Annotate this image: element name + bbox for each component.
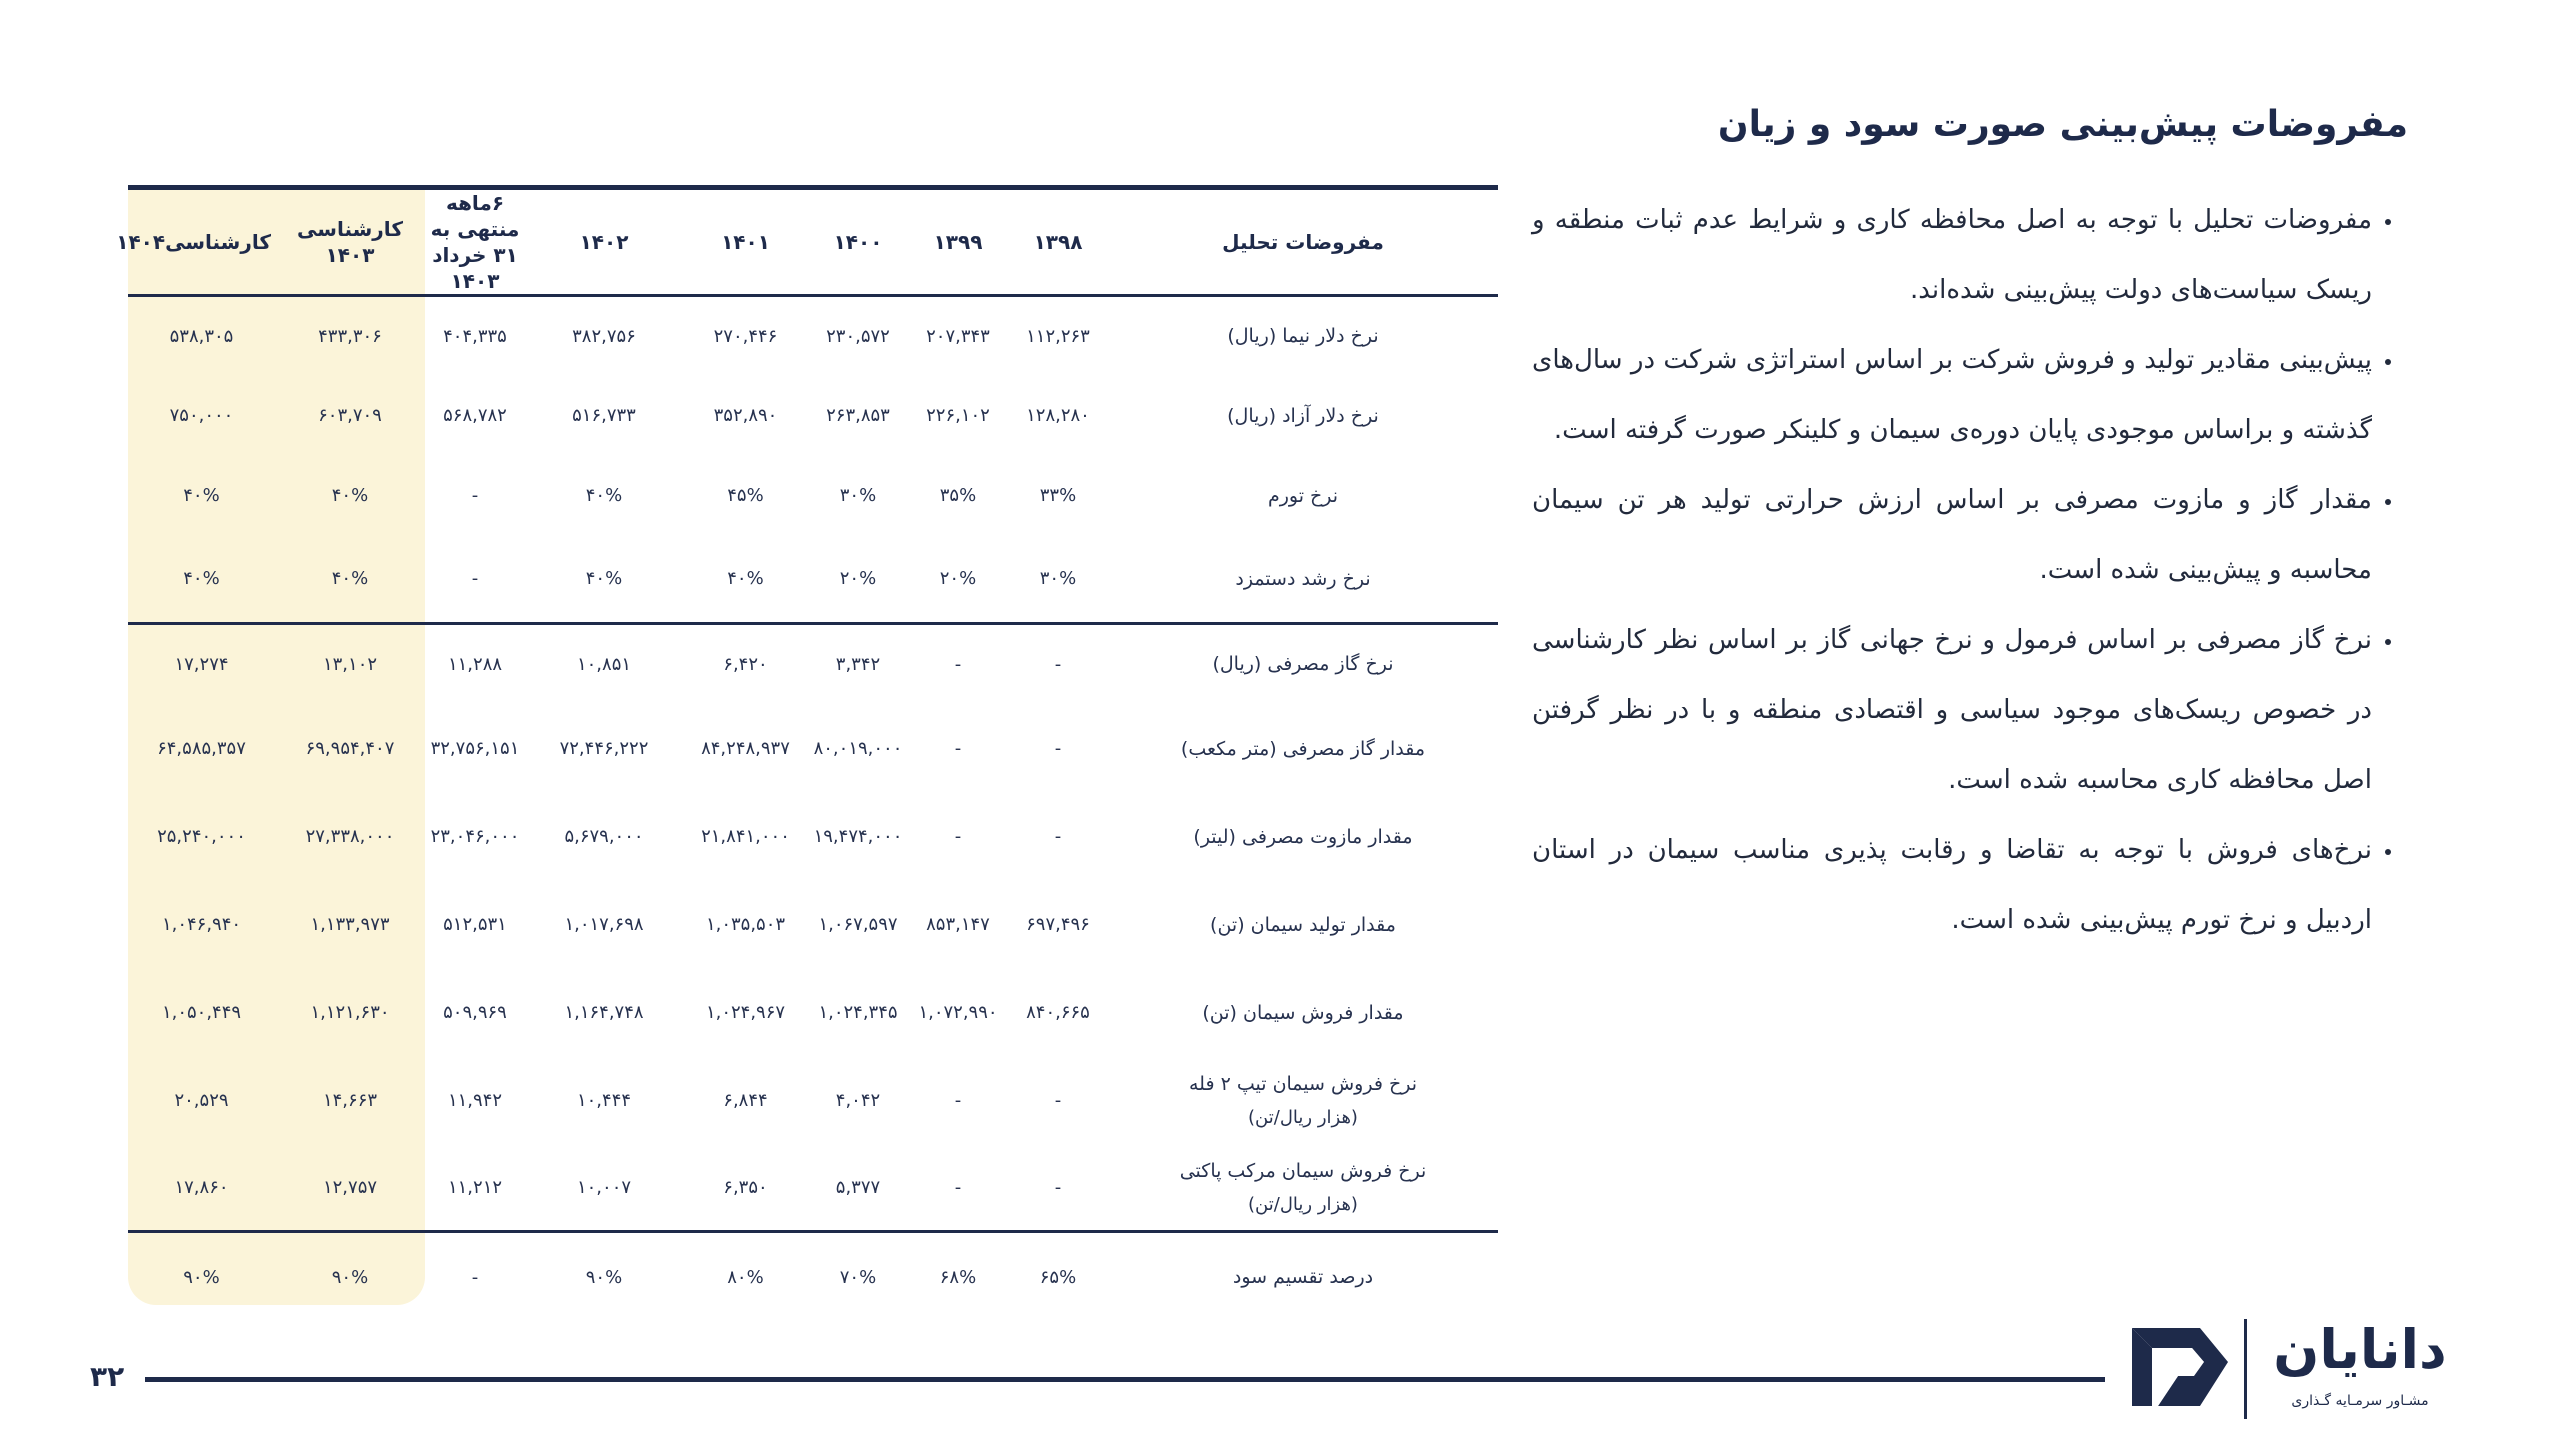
table-cell: ۱,۰۷۲,۹۹۰: [918, 1002, 998, 1023]
row-label-text: مقدار تولید سیمان (تن): [1210, 913, 1396, 936]
table-cell: -: [1054, 738, 1062, 759]
header-1399: ۱۳۹۹: [908, 188, 1008, 296]
table-cell: ۴۰%: [128, 536, 275, 624]
table-row: [128, 880, 1498, 970]
table-cell: -: [471, 1266, 479, 1288]
row-label: [1108, 1146, 1498, 1232]
table-cell: ۲۰%: [908, 536, 1008, 624]
table-cell: ۳,۳۴۲: [835, 653, 881, 675]
table-cell: ۱,۰۱۷,۶۹۸: [564, 914, 644, 935]
table-cell: ۴۰%: [275, 536, 425, 624]
logo-mark-icon: [2130, 1320, 2230, 1410]
row-label: [1108, 880, 1498, 970]
table-cell: ۹۰%: [585, 1266, 623, 1288]
table-cell: ۱۰,۴۴۴: [576, 1090, 632, 1111]
table-cell: ۲۵,۲۴۰,۰۰۰: [157, 826, 246, 847]
table-cell: ۱,۰۲۴,۳۴۵: [818, 1002, 898, 1023]
table-cell: -: [1008, 1146, 1108, 1232]
header-1398: ۱۳۹۸: [1008, 188, 1108, 296]
table-cell: ۱۹,۴۷۴,۰۰۰: [813, 826, 903, 847]
header-label: مفروضات تحلیل: [1108, 188, 1498, 296]
danayan-logo: [2130, 1315, 2450, 1425]
table-row: [128, 970, 1498, 1056]
footer-divider: [145, 1377, 2105, 1382]
row-label-text: نرخ گاز مصرفی (ریال): [1212, 653, 1394, 676]
row-label: [1108, 456, 1498, 536]
table-cell: ۵۶۸,۷۸۲: [443, 405, 507, 426]
table-cell: ۱۱۲,۲۶۳: [1026, 325, 1090, 347]
table-cell: ۶۹,۹۵۴,۴۰۷: [305, 738, 395, 759]
table-cell: ۲۰,۵۲۹: [174, 1090, 229, 1111]
table-cell: ۵,۶۷۹,۰۰۰: [564, 826, 644, 847]
table-cell: ۶,۴۲۰: [723, 653, 768, 675]
table-row: [128, 536, 1498, 624]
logo-separator: [2244, 1319, 2247, 1419]
header-1401: ۱۴۰۱: [683, 188, 808, 296]
row-label-text: نرخ دلار نیما (ریال): [1227, 325, 1379, 348]
table-row: [128, 1232, 1498, 1322]
table-cell: ۴۰%: [585, 485, 623, 506]
bullet-item: • مقدار گاز و مازوت مصرفی بر اساس ارزش حرارتی تولید هر تن سیمان محاسبه و پیش‌بینی شده است.: [1532, 465, 2372, 605]
bullet-item: • نرخ گاز مصرفی بر اساس فرمول و نرخ جهانی گاز بر اساس نظر کارشناسی در خصوص ریسک‌های موجود سیاسی و اقتصادی منطقه و با در نظر گرفتن اصل محافظه کاری محاسبه شده است.: [1532, 605, 2372, 815]
table-cell: -: [471, 485, 479, 506]
row-label-text: مقدار فروش سیمان (تن): [1202, 1001, 1404, 1024]
table-cell: ۲۰%: [808, 536, 908, 624]
assumption-bullets: [1532, 185, 2408, 955]
table-cell: ۸۴,۲۴۸,۹۳۷: [701, 738, 790, 759]
table-cell: ۵۰۹,۹۶۹: [443, 1002, 507, 1023]
table-cell: ۶,۸۴۴: [723, 1090, 768, 1111]
header-expert-1404: کارشناسی۱۴۰۴: [128, 188, 275, 296]
table-cell: ۴,۰۴۲: [835, 1090, 881, 1111]
table-header-row: [128, 188, 1498, 296]
table-cell: ۷۵۰,۰۰۰: [169, 405, 234, 426]
table-cell: -: [954, 1090, 962, 1111]
table-cell: ۷۲,۴۴۶,۲۲۲: [559, 738, 649, 759]
table-cell: ۱,۱۳۳,۹۷۳: [310, 914, 390, 935]
table-cell: ۶۵%: [1039, 1266, 1077, 1288]
row-label-unit: (هزار ریال/تن): [1248, 1193, 1358, 1215]
table-cell: ۲۳,۰۴۶,۰۰۰: [430, 826, 520, 847]
table-cell: ۳۳%: [1039, 485, 1077, 506]
table-cell: ۱۳,۱۰۲: [322, 653, 378, 675]
table-row: [128, 794, 1498, 880]
table-cell: ۲۱,۸۴۱,۰۰۰: [701, 826, 790, 847]
page-number: ۳۲: [90, 1360, 125, 1393]
table-cell: -: [1054, 1090, 1062, 1111]
table-cell: -: [1054, 653, 1062, 675]
logo-tagline: مشـاور سرمـایه گـذاری: [2291, 1393, 2429, 1409]
table-cell: ۱,۱۲۱,۶۳۰: [310, 1002, 390, 1023]
row-label-text: نرخ فروش سیمان تیپ ۲ فله: [1188, 1072, 1417, 1095]
table-cell: ۳۰%: [839, 485, 877, 506]
table-cell: ۶۸%: [939, 1266, 977, 1288]
table-cell: ۳۵%: [939, 485, 977, 506]
table-cell: ۳۵۲,۸۹۰: [713, 405, 778, 426]
table-cell: -: [425, 536, 525, 624]
page-title: مفروضات پیش‌بینی صورت سود و زیان: [1717, 104, 2408, 145]
table-cell: ۱۰,۰۰۷: [525, 1146, 683, 1232]
row-label: [1108, 970, 1498, 1056]
table-cell: ۲۶۳,۸۵۳: [826, 405, 890, 426]
bullet-item: • نرخ‌های فروش با توجه به تقاضا و رقابت پذیری مناسب سیمان در استان اردبیل و نرخ تورم پیش‌بینی شده است.: [1532, 815, 2372, 955]
table-cell: ۱,۰۲۴,۹۶۷: [705, 1002, 786, 1023]
table-cell: ۸۵۳,۱۴۷: [926, 914, 990, 935]
table-cell: ۱۰,۸۵۱: [576, 653, 632, 675]
table-row: [128, 376, 1498, 456]
table-cell: ۶۹۷,۴۹۶: [1026, 914, 1090, 935]
table-cell: ۱,۰۳۵,۵۰۳: [705, 914, 786, 935]
bullet-item: • پیش‌بینی مقادیر تولید و فروش شرکت بر اساس استراتژی شرکت در سال‌های گذشته و براساس موجودی پایان دوره‌ی سیمان و کلینکر صورت گرفته است.: [1532, 325, 2372, 465]
table-cell: ۱,۰۴۶,۹۴۰: [161, 914, 242, 935]
table-cell: ۱۷,۲۷۴: [174, 653, 229, 675]
table-row: [128, 704, 1498, 794]
table-cell: ۱۲۸,۲۸۰: [1026, 405, 1090, 426]
header-1400: ۱۴۰۰: [808, 188, 908, 296]
table-cell: ۳۰%: [1008, 536, 1108, 624]
table-cell: ۱۱,۲۱۲: [425, 1146, 525, 1232]
table-cell: ۳۸۲,۷۵۶: [572, 325, 636, 347]
row-label: [1108, 536, 1498, 624]
table-cell: ۶۴,۵۸۵,۳۵۷: [157, 738, 246, 759]
header-1402: ۱۴۰۲: [525, 188, 683, 296]
table-cell: ۵۳۸,۳۰۵: [169, 325, 234, 347]
table-cell: ۱۷,۸۶۰: [128, 1146, 275, 1232]
table-cell: -: [954, 653, 962, 675]
table-cell: -: [908, 1146, 1008, 1232]
table-cell: ۴۰%: [683, 536, 808, 624]
table-cell: ۱۱,۹۴۲: [447, 1090, 503, 1111]
table-cell: ۴۳۳,۳۰۶: [318, 325, 382, 347]
header-expert-1403: کارشناسی ۱۴۰۳: [275, 188, 425, 296]
row-label-text: نرخ دلار آزاد (ریال): [1227, 404, 1379, 427]
table-cell: -: [1054, 826, 1062, 847]
row-label-unit: (هزار ریال/تن): [1248, 1106, 1358, 1128]
table-cell: ۷۰%: [839, 1266, 877, 1288]
table-cell: ۲۰۷,۳۴۳: [926, 325, 990, 347]
table-cell: ۱,۰۶۷,۵۹۷: [818, 914, 898, 935]
table-cell: ۹۰%: [331, 1266, 369, 1288]
table-cell: ۹۰%: [183, 1266, 220, 1288]
row-label-text: نرخ فروش سیمان مرکب پاکتی: [1179, 1159, 1427, 1182]
table-cell: ۸۰,۰۱۹,۰۰۰: [813, 738, 903, 759]
row-label: [1108, 794, 1498, 880]
table-cell: ۱,۱۶۴,۷۴۸: [564, 1002, 644, 1023]
table-row: [128, 624, 1498, 704]
table-cell: ۲۳۰,۵۷۲: [826, 325, 890, 347]
table-cell: ۲۲۶,۱۰۲: [926, 405, 990, 426]
table-cell: ۸۴۰,۶۶۵: [1026, 1002, 1090, 1023]
table-row: [128, 1056, 1498, 1146]
header-6month-1403: ۶ماهه منتهی به ۳۱ خرداد ۱۴۰۳: [425, 188, 525, 296]
table-cell: ۵,۳۷۷: [808, 1146, 908, 1232]
table-cell: ۸۰%: [727, 1266, 764, 1288]
logo-name: دانایان: [2273, 1318, 2447, 1381]
table-cell: ۱,۰۵۰,۴۴۹: [161, 1002, 242, 1023]
table-cell: ۵۱۶,۷۳۳: [572, 405, 636, 426]
row-label-text: مقدار گاز مصرفی (متر مکعب): [1180, 737, 1426, 760]
table-cell: ۵۱۲,۵۳۱: [443, 914, 507, 935]
table-cell: ۳۲,۷۵۶,۱۵۱: [430, 738, 520, 759]
table-row: [128, 296, 1498, 376]
row-label: [1108, 376, 1498, 456]
row-label-text: نرخ تورم: [1267, 484, 1339, 507]
table-cell: ۶,۳۵۰: [683, 1146, 808, 1232]
row-label: [1108, 624, 1498, 704]
forecast-table: [116, 185, 1498, 1322]
row-label: [1108, 296, 1498, 376]
table-cell: -: [954, 738, 962, 759]
table-row: [128, 456, 1498, 536]
table-cell: ۲۷,۳۳۸,۰۰۰: [305, 826, 395, 847]
bullet-item: • مفروضات تحلیل با توجه به اصل محافظه کاری و شرایط عدم ثبات منطقه و ریسک سیاست‌های دولت پیش‌بینی شده‌اند.: [1532, 185, 2372, 325]
row-label: [1108, 704, 1498, 794]
forecast-table-container: [116, 185, 1498, 1322]
table-cell: ۱۲,۷۵۷: [275, 1146, 425, 1232]
table-cell: ۴۵%: [727, 485, 764, 506]
table-cell: ۴۰%: [331, 485, 369, 506]
table-cell: ۶۰۳,۷۰۹: [318, 405, 382, 426]
table-cell: -: [954, 826, 962, 847]
table-cell: ۲۷۰,۴۴۶: [713, 325, 778, 347]
row-label-text: درصد تقسیم سود: [1232, 1266, 1374, 1289]
table-cell: ۴۰۴,۳۳۵: [443, 325, 507, 347]
table-cell: ۴۰%: [525, 536, 683, 624]
row-label: [1108, 1232, 1498, 1322]
table-row: [128, 1146, 1498, 1232]
table-cell: ۱۴,۶۶۳: [322, 1090, 378, 1111]
row-label: [1108, 1056, 1498, 1146]
row-label-text: مقدار مازوت مصرفی (لیتر): [1193, 825, 1413, 848]
table-cell: ۴۰%: [183, 485, 220, 506]
row-label-text: نرخ رشد دستمزد: [1235, 567, 1371, 590]
table-cell: ۱۱,۲۸۸: [447, 653, 503, 675]
